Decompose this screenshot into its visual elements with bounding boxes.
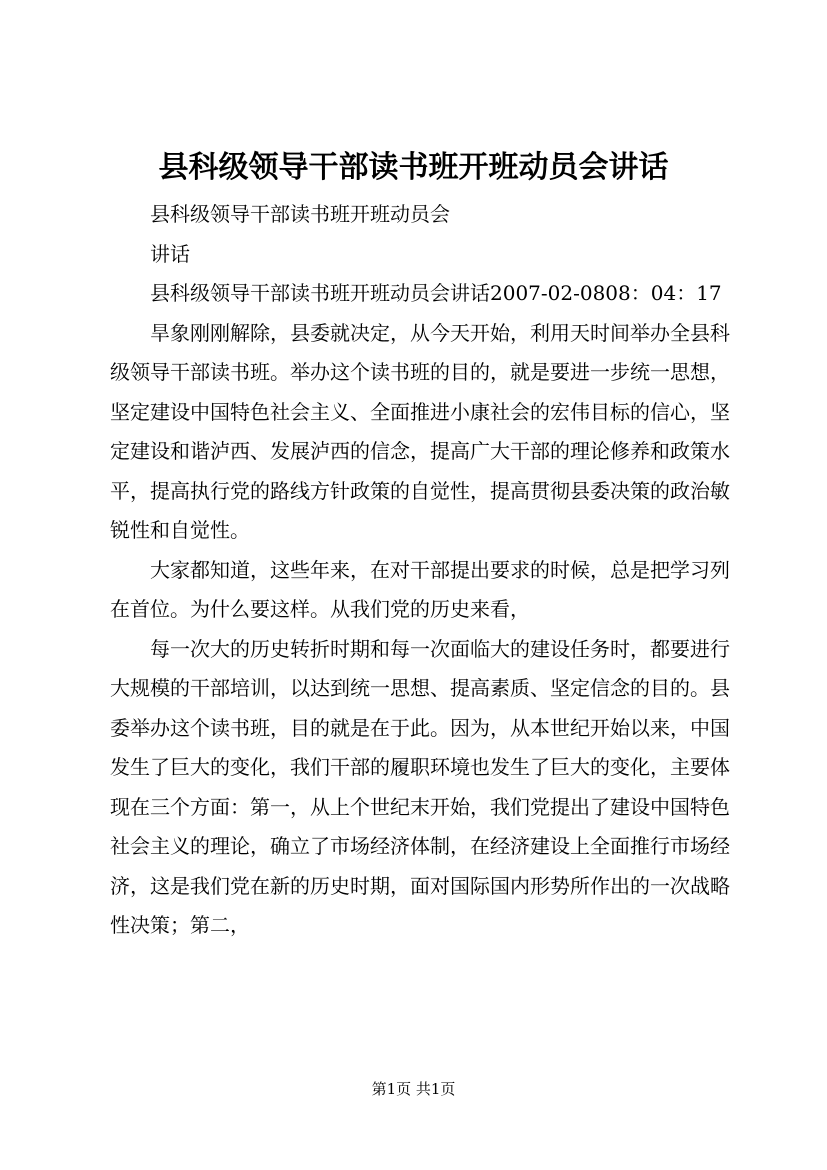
paragraph: 县科级领导干部读书班开班动员会 [150, 202, 450, 226]
paragraph: 讲话 [150, 241, 190, 266]
paragraph: 大家都知道，这些年来，在对干部提出要求的时候，总是把学习列在首位。为什么要这样。从我们党的历史来看， [110, 557, 730, 621]
paragraph: 每一次大的历史转折时期和每一次面临大的建设任务时，都要进行大规模的干部培训，以达到统一思想、提高素质、坚定信念的目的。县委举办这个读书班，目的就是在于此。因为，从本世纪开始以来，中国发生了巨大的变化，我们干部的履职环境也发生了巨大的变化，主要体现在三个方面：第一，从上个世纪末开始，我们党提出了建设中国特色社会主义的理论，确立了市场经济体制，在经济建设上全面推行市场经济，这是我们党在新的历史时期，面对国际国内形势所作出的一次战略性决策；第二， [110, 636, 730, 937]
document-body [110, 195, 730, 946]
paragraph: 旱象刚刚解除，县委就决定，从今天开始，利用天时间举办全县科级领导干部读书班。举办这个读书班的目的，就是要进一步统一思想，坚定建设中国特色社会主义、全面推进小康社会的宏伟目标的信心，坚定建设和谐泸西、发展泸西的信念，提高广大干部的理论修养和政策水平，提高执行党的路线方针政策的自觉性，提高贯彻县委决策的政治敏锐性和自觉性。 [110, 320, 730, 542]
paragraph: 县科级领导干部读书班开班动员会讲话2007-02-0808：04：17 [150, 281, 722, 305]
document-title: 县科级领导干部读书班开班动员会讲话 [158, 150, 669, 185]
page-footer: 第1页 共1页 [371, 1080, 456, 1098]
